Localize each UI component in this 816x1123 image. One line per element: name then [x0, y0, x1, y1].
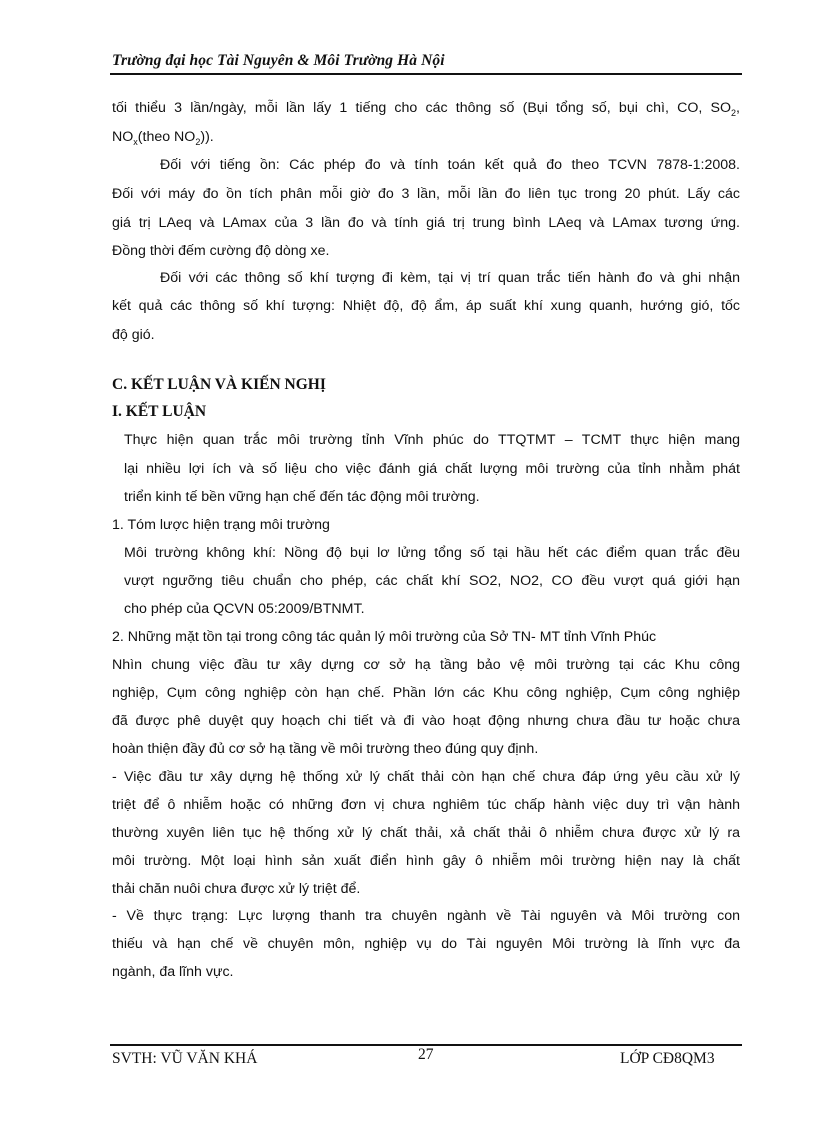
paragraph-line: môi trường. Một loại hình sản xuất điển hình gây ô nhiễm môi trường hiện nay là chất [112, 853, 740, 869]
paragraph-line: kết quả các thông số khí tượng: Nhiệt độ, độ ẩm, áp suất khí xung quanh, hướng gió, tốc [112, 298, 740, 314]
footer-class: LỚP CĐ8QM3 [620, 1050, 715, 1067]
paragraph-line: Đối với các thông số khí tượng đi kèm, tại vị trí quan trắc tiến hành đo và ghi nhận [160, 270, 740, 286]
page-number: 27 [418, 1046, 434, 1063]
paragraph-line: thiếu và hạn chế về chuyên môn, nghiệp vụ do Tài nguyên Môi trường là lĩnh vực đa [112, 936, 740, 952]
header-rule [110, 73, 742, 75]
paragraph-line: triệt để ô nhiễm hoặc có những đơn vị chưa nghiêm túc chấp hành việc duy trì vận hành [112, 797, 740, 813]
paragraph-line: giá trị LAeq và LAmax của 3 lần đo và tính giá trị trung bình LAeq và LAmax tương ứng. [112, 215, 740, 231]
paragraph-line: Môi trường không khí: Nồng độ bụi lơ lửng tổng số tại hầu hết các điểm quan trắc đều [124, 545, 740, 561]
paragraph-line: ngành, đa lĩnh vực. [112, 964, 234, 980]
paragraph-line: Nhìn chung việc đầu tư xây dựng cơ sở hạ tầng bảo vệ môi trường tại các Khu công [112, 657, 740, 673]
paragraph-line: Đồng thời đếm cường độ dòng xe. [112, 243, 330, 259]
paragraph-line: độ gió. [112, 327, 155, 343]
paragraph-line: - Việc đầu tư xây dựng hệ thống xử lý chất thải còn hạn chế chưa đáp ứng yêu cầu xử lý [112, 769, 740, 785]
paragraph-line: tối thiểu 3 lần/ngày, mỗi lần lấy 1 tiếng cho các thông số (Bụi tổng số, bụi chì, CO, $SO_2$, [112, 100, 740, 118]
footer-student: SVTH: VŨ VĂN KHÁ [112, 1050, 258, 1067]
paragraph-line: triển kinh tế bền vững hạn chế đến tác động môi trường. [124, 489, 480, 505]
paragraph-line: $NO_x(theo$ $NO_2$)). [112, 129, 214, 147]
paragraph-line: thải chăn nuôi chưa được xử lý triệt để. [112, 881, 361, 897]
header-title: Trường đại học Tài Nguyên & Môi Trường Hà Nội [112, 52, 445, 69]
list-item-heading: 1. Tóm lược hiện trạng môi trường [112, 517, 330, 533]
paragraph-line: Thực hiện quan trắc môi trường tỉnh Vĩnh phúc do TTQTMT – TCMT thực hiện mang [124, 432, 740, 448]
paragraph-line: Đối với máy đo ồn tích phân mỗi giờ đo 3 lần, mỗi lần đo liên tục trong 20 phút. Lấy các [112, 186, 740, 202]
paragraph-line: đã được phê duyệt quy hoạch chi tiết và đi vào hoạt động nhưng chưa đầu tư hoặc chưa [112, 713, 740, 729]
paragraph-line: - Về thực trạng: Lực lượng thanh tra chuyên ngành về Tài nguyên và Môi trường con [112, 908, 740, 924]
paragraph-line: lại nhiều lợi ích và số liệu cho việc đánh giá chất lượng môi trường của tỉnh nhằm phát [124, 461, 740, 477]
paragraph-line: thường xuyên liên tục hệ thống xử lý chất thải, xả chất thải ô nhiễm chưa được xử lý ra [112, 825, 740, 841]
subsection-heading: I. KẾT LUẬN [112, 403, 207, 420]
paragraph-line: cho phép của QCVN 05:2009/BTNMT. [124, 601, 365, 617]
paragraph-line: nghiệp, Cụm công nghiệp còn hạn chế. Phần lớn các Khu công nghiệp, Cụm công nghiệp [112, 685, 740, 701]
section-heading: C. KẾT LUẬN VÀ KIẾN NGHỊ [112, 376, 326, 393]
paragraph-line: vượt ngưỡng tiêu chuẩn cho phép, các chất khí SO2, NO2, CO đều vượt quá giới hạn [124, 573, 740, 589]
paragraph-line: Đối với tiếng ồn: Các phép đo và tính toán kết quả đo theo TCVN 7878-1:2008. [160, 157, 740, 173]
list-item-heading: 2. Những mặt tồn tại trong công tác quản lý môi trường của Sở TN- MT tỉnh Vĩnh Phúc [112, 629, 657, 645]
paragraph-line: hoàn thiện đầy đủ cơ sở hạ tầng về môi trường theo đúng quy định. [112, 741, 539, 757]
